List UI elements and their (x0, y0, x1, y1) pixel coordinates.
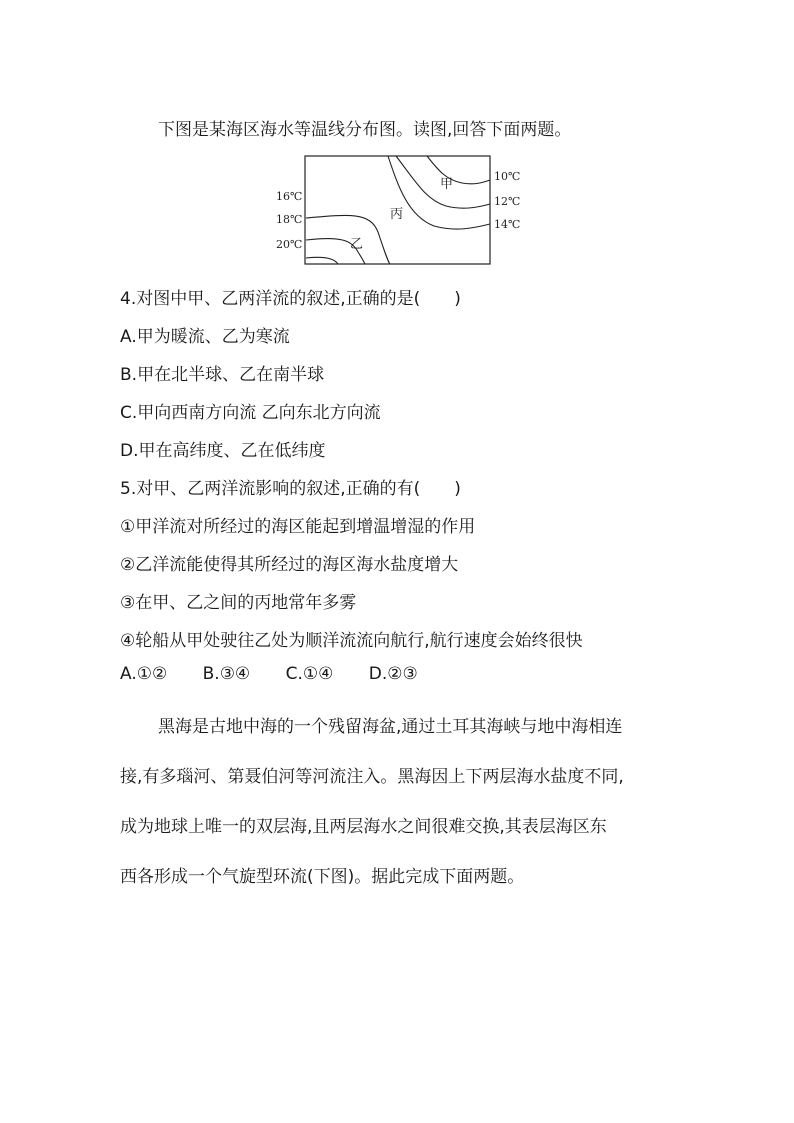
q5-option-a: A.①② (120, 664, 168, 684)
isotherm-map (270, 152, 530, 268)
q4-option-c: C.甲向西南方向流 乙向东北方向流 (120, 403, 381, 423)
label-10c: 10℃ (494, 170, 521, 183)
q5-statement-3: ③在甲、乙之间的丙地常年多雾 (120, 593, 357, 613)
passage-line-1: 黑海是古地中海的一个残留海盆,通过土耳其海峡与地中海相连 (158, 717, 623, 737)
q5-options (120, 664, 448, 684)
q4-stem: 4.对图中甲、乙两洋流的叙述,正确的是( ) (120, 289, 461, 309)
intro-text: 下图是某海区海水等温线分布图。读图,回答下面两题。 (158, 120, 572, 140)
q4-option-a: A.甲为暖流、乙为寒流 (120, 327, 290, 347)
label-12c: 12℃ (494, 195, 521, 208)
label-yi: 乙 (350, 237, 364, 252)
q4-option-d: D.甲在高纬度、乙在低纬度 (120, 441, 326, 461)
passage-line-3: 成为地球上唯一的双层海,且两层海水之间很难交换,其表层海区东 (120, 817, 607, 837)
label-bing: 丙 (390, 207, 404, 222)
label-14c: 14℃ (494, 218, 521, 231)
passage-line-2: 接,有多瑙河、第聂伯河等河流注入。黑海因上下两层海水盐度不同, (120, 767, 624, 787)
label-20c: 20℃ (276, 238, 303, 251)
q5-option-b: B.③④ (202, 664, 251, 684)
q5-statement-4: ④轮船从甲处驶往乙处为顺洋流流向航行,航行速度会始终很快 (120, 631, 583, 651)
q5-option-d: D.②③ (368, 664, 418, 684)
q5-stem: 5.对甲、乙两洋流影响的叙述,正确的有( ) (120, 479, 461, 499)
passage-line-4: 西各形成一个气旋型环流(下图)。据此完成下面两题。 (120, 867, 525, 887)
q5-statement-1: ①甲洋流对所经过的海区能起到增温增湿的作用 (120, 517, 476, 537)
q4-option-b: B.甲在北半球、乙在南半球 (120, 365, 325, 385)
q5-option-c: C.①④ (285, 664, 334, 684)
q5-statement-2: ②乙洋流能使得其所经过的海区海水盐度增大 (120, 555, 459, 575)
label-jia: 甲 (440, 177, 454, 192)
label-18c: 18℃ (276, 213, 303, 226)
label-16c: 16℃ (276, 190, 303, 203)
